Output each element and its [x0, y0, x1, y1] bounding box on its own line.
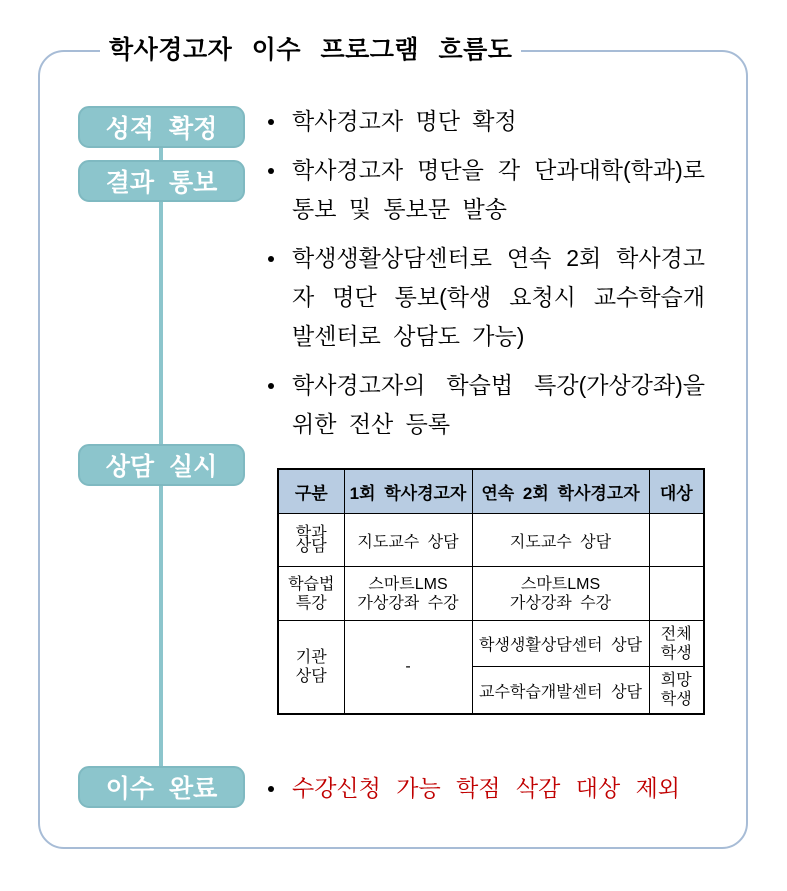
- bullet-icon: [268, 119, 274, 125]
- table-row-study-method: [278, 567, 704, 621]
- bullet-text: 학사경고자 명단을 각 단과대학(학과)로: [292, 157, 705, 183]
- bullet-icon: [268, 786, 274, 792]
- table-header-row: [278, 469, 704, 514]
- bullet-text: 통보 및 통보문 발송: [292, 196, 507, 222]
- bullet-text: 학사경고자 명단 확정: [292, 108, 517, 134]
- table-cell: 전체 학생: [649, 621, 704, 667]
- table-header-category: 구분: [278, 469, 344, 514]
- list-item: [268, 239, 705, 356]
- list-item: [268, 151, 705, 229]
- completion-note: [268, 769, 728, 808]
- bullet-text: 위한 전산 등록: [292, 411, 451, 437]
- table-cell: 지도교수 상담: [344, 514, 472, 567]
- list-item: [268, 102, 705, 141]
- table-row-org-counseling-a: [278, 621, 704, 667]
- table-header-target: 대상: [649, 469, 704, 514]
- table-header-first-warning: 1회 학사경고자: [344, 469, 472, 514]
- table-cell-category: 학과 상담: [278, 514, 344, 567]
- completion-note-text: 수강신청 가능 학점 삭감 대상 제외: [292, 775, 681, 801]
- bullet-text: 학생생활상담센터로 연속 2회 학사경고: [292, 245, 705, 271]
- page-title: 학사경고자 이수 프로그램 흐름도: [100, 32, 521, 68]
- step-box-result-notify: 결과 통보: [78, 160, 245, 202]
- table-cell: 교수학습개발센터 상담: [472, 667, 649, 715]
- table-cell: 희망 학생: [649, 667, 704, 715]
- table-row-dept-counseling: [278, 514, 704, 567]
- bullet-text: 학사경고자의 학습법 특강(가상강좌)을: [292, 372, 705, 398]
- table-cell-category: 기관 상담: [278, 621, 344, 715]
- list-item: [268, 366, 705, 444]
- step-box-grade-confirm: 성적 확정: [78, 106, 245, 148]
- counseling-table: [277, 468, 705, 715]
- table-cell: [649, 514, 704, 567]
- bullet-icon: [268, 168, 274, 174]
- table-cell: -: [344, 621, 472, 715]
- bullet-text: 자 명단 통보(학생 요청시 교수학습개: [292, 284, 705, 310]
- step-box-counseling: 상담 실시: [78, 444, 245, 486]
- table-cell: 스마트LMS 가상강좌 수강: [472, 567, 649, 621]
- step-box-completion: 이수 완료: [78, 766, 245, 808]
- table-cell: 스마트LMS 가상강좌 수강: [344, 567, 472, 621]
- bullet-icon: [268, 383, 274, 389]
- bullet-icon: [268, 256, 274, 262]
- bullet-text: 발센터로 상담도 가능): [292, 323, 525, 349]
- table-cell: 지도교수 상담: [472, 514, 649, 567]
- bullet-list: [268, 102, 705, 454]
- table-cell-category: 학습법 특강: [278, 567, 344, 621]
- table-cell: [649, 567, 704, 621]
- table-header-second-warning: 연속 2회 학사경고자: [472, 469, 649, 514]
- table-cell: 학생생활상담센터 상담: [472, 621, 649, 667]
